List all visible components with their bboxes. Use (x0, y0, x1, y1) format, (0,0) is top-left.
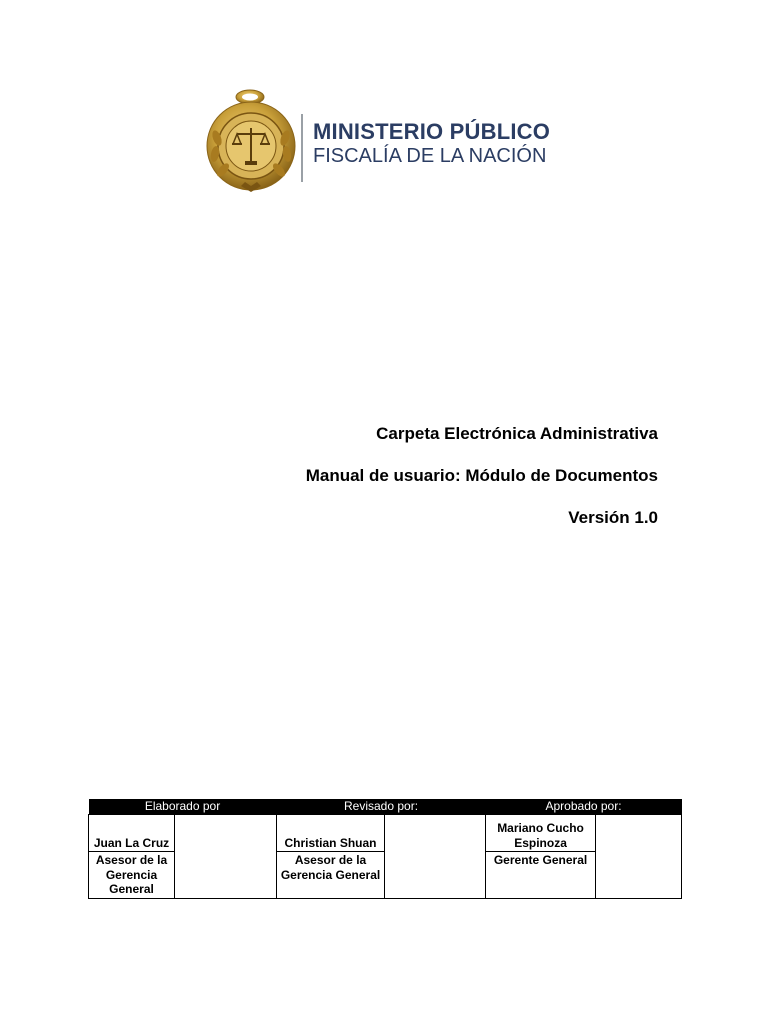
reviewed-by-signature (385, 815, 486, 899)
approved-by-name: Mariano Cucho Espinoza (486, 815, 596, 852)
version-label: Versión 1.0 (568, 508, 658, 527)
header-prepared-by: Elaborado por (89, 799, 277, 815)
logo-divider (301, 114, 303, 182)
org-subtitle: FISCALÍA DE LA NACIÓN (313, 145, 547, 167)
table-row (89, 815, 682, 852)
manual-title: Manual de usuario: Módulo de Documentos (305, 466, 658, 485)
org-name: MINISTERIO PÚBLICO (313, 119, 551, 144)
prepared-by-name: Juan La Cruz (89, 815, 175, 852)
system-name: Carpeta Electrónica Administrativa (376, 424, 658, 443)
header-reviewed-by: Revisado por: (277, 799, 486, 815)
prepared-by-signature (175, 815, 277, 899)
approved-by-signature (596, 815, 682, 899)
approval-table (88, 799, 682, 899)
reviewed-by-role: Asesor de la Gerencia General (277, 852, 385, 899)
ministerio-publico-seal-icon (205, 88, 299, 194)
header-logo (205, 88, 565, 196)
approval-table-header (89, 799, 682, 815)
header-approved-by: Aprobado por: (486, 799, 682, 815)
prepared-by-role: Asesor de la Gerencia General (89, 852, 175, 899)
approved-by-role: Gerente General (486, 852, 596, 899)
reviewed-by-name: Christian Shuan (277, 815, 385, 852)
